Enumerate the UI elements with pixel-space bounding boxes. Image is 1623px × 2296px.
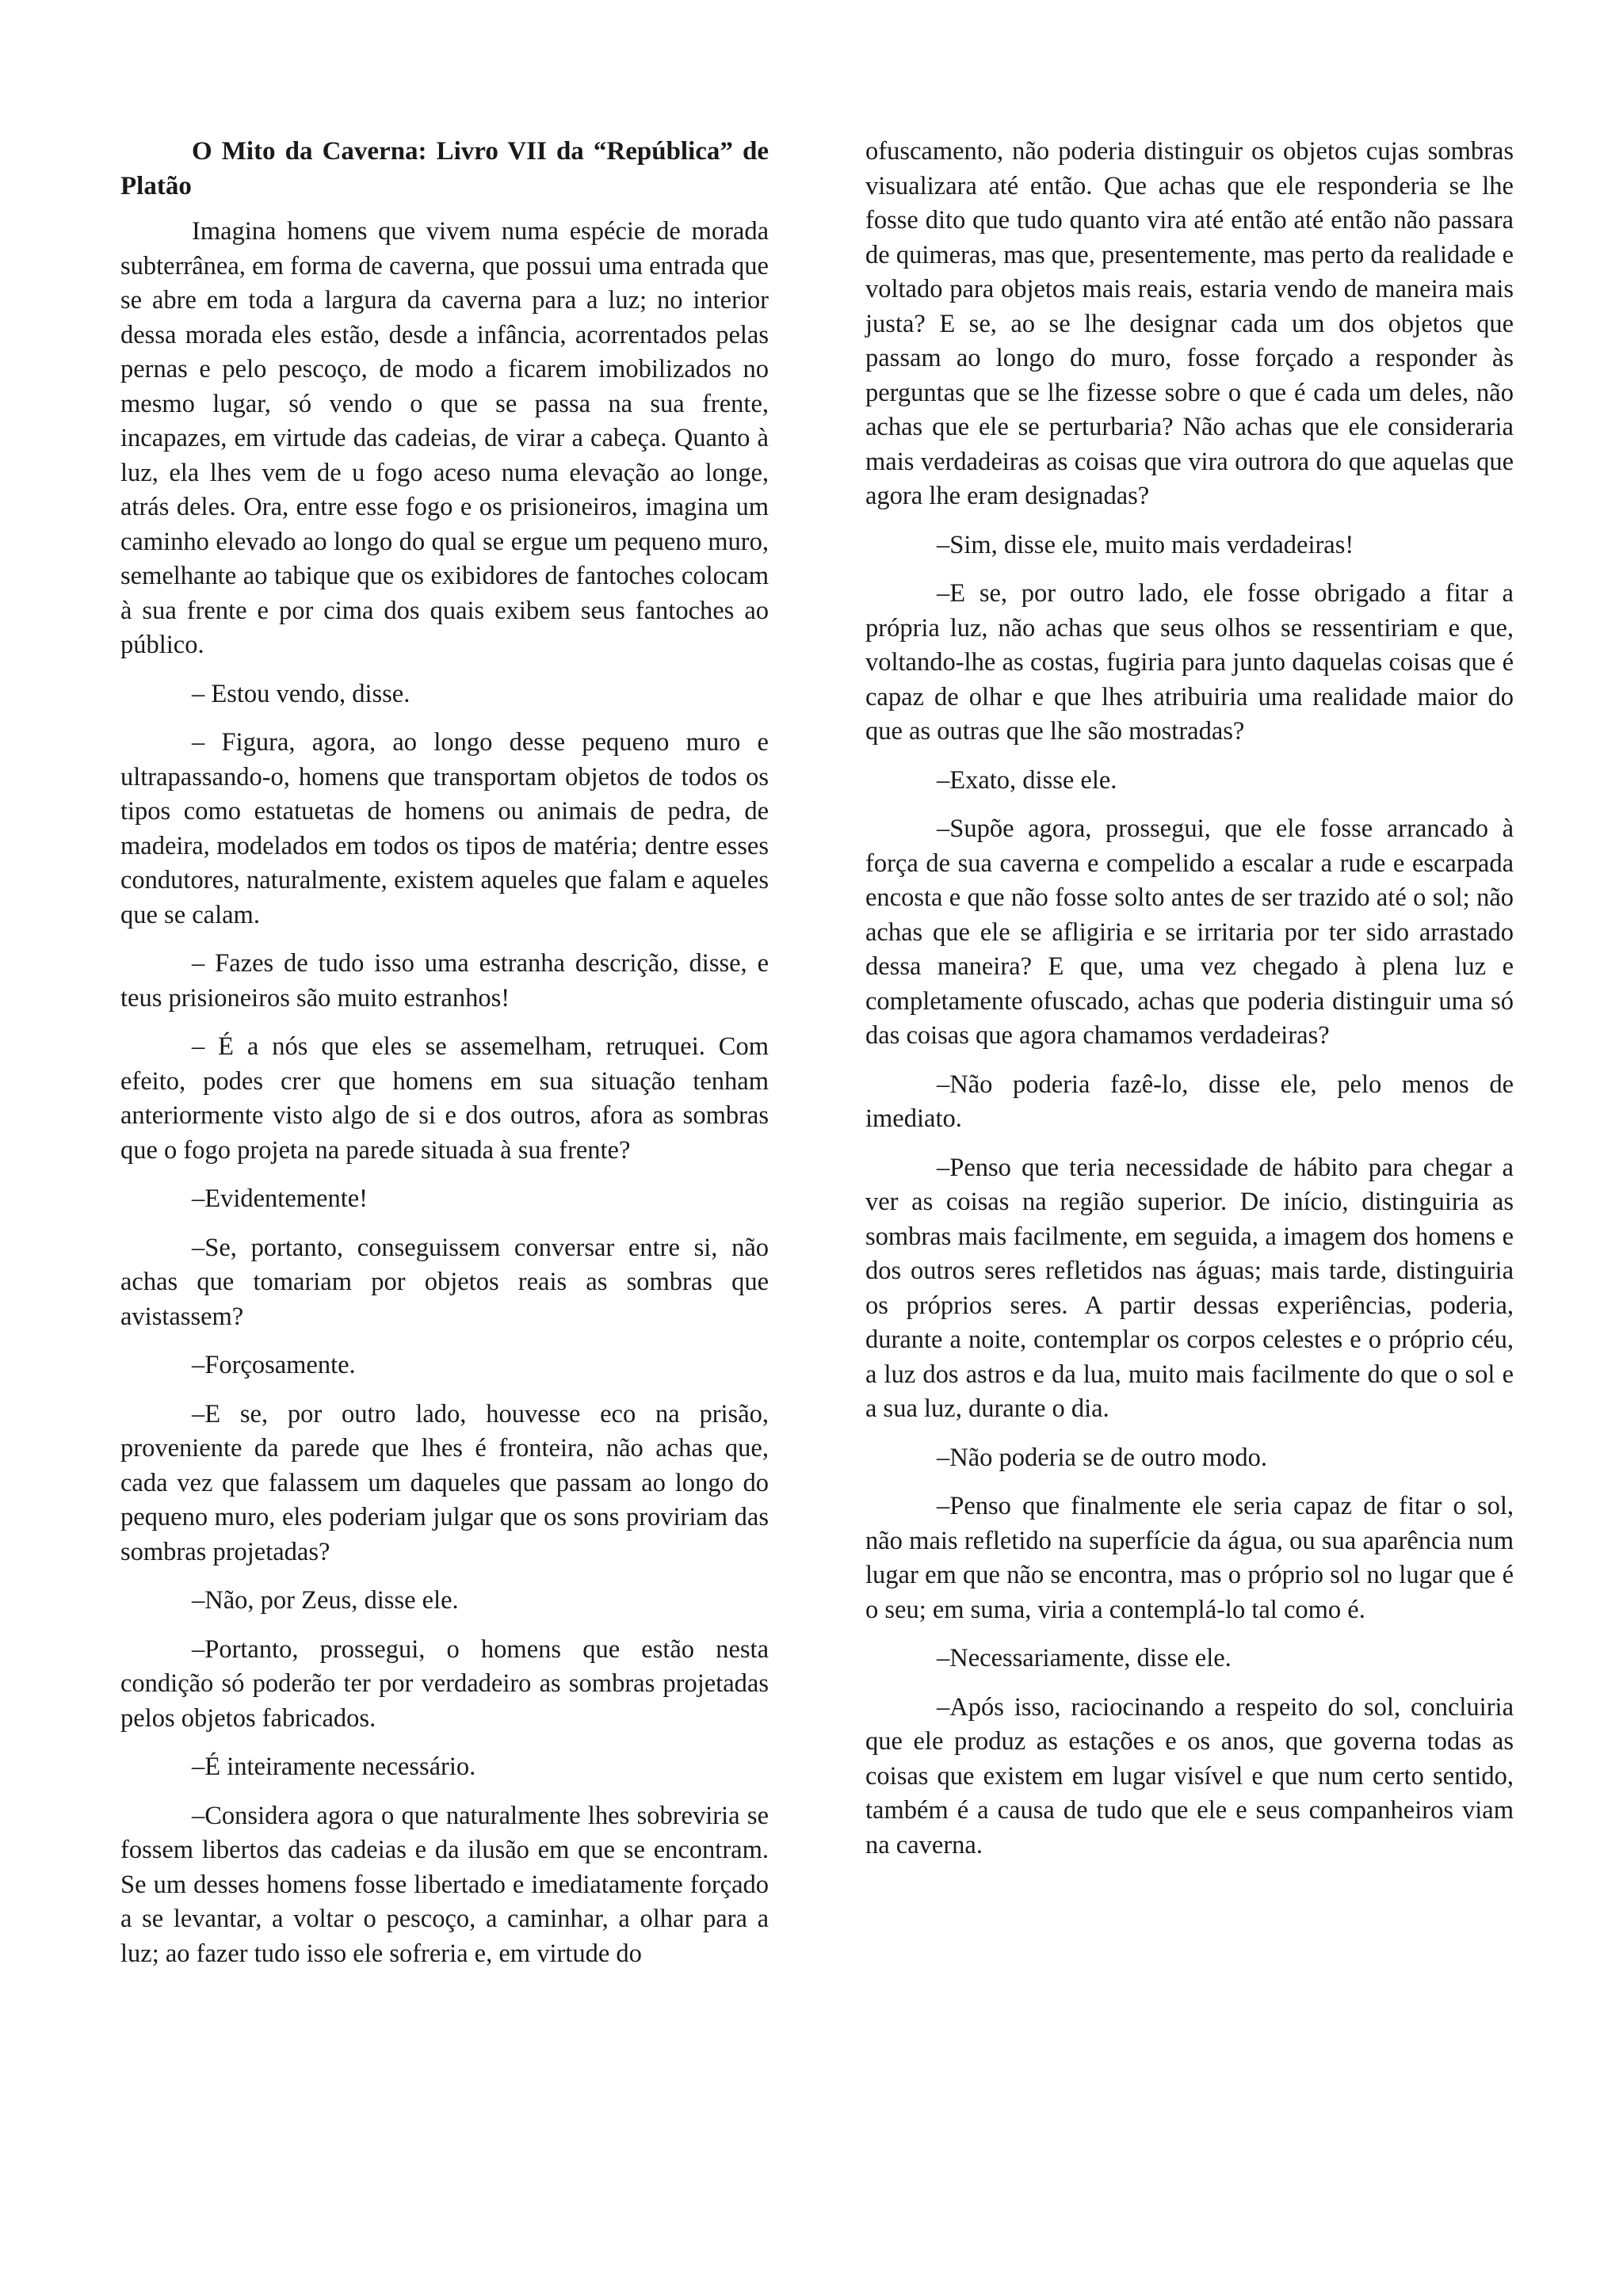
paragraph: – Figura, agora, ao longo desse pequeno muro e ultrapassando-o, homens que transportam objetos de todos os tipos como estatuetas de homens ou animais de pedra, de madeira, modelados em todos os tipos de matéria; dentre esses condutores, naturalmente, existem aqueles que falam e aqueles que se calam. [120,728,769,929]
paragraph: –Após isso, raciocinando a respeito do sol, concluiria que ele produz as estações e os anos, que governa todas as coisas que existem em lugar visível e que num certo sentido, também é a causa de tudo que ele e seus companheiros viam na caverna. [865,1692,1514,1859]
paragraph: –Evidentemente! [192,1184,368,1213]
paragraph: Imagina homens que vivem numa espécie de morada subterrânea, em forma de caverna, que possui uma entrada que se abre em toda a largura da caverna para a luz; no interior dessa morada eles estão, desde a infância, acorrentados pelas pernas e pelo pescoço, de modo a ficarem imobilizados no mesmo lugar, só vendo o que se passa na sua frente, incapazes, em virtude das cadeias, de virar a cabeça. Quanto à luz, ela lhes vem de u fogo aceso numa elevação ao longe, atrás deles. Ora, entre esse fogo e os prisioneiros, imagina um caminho elevado ao longo do qual se ergue um pequeno muro, semelhante ao tabique que os exibidores de fantoches colocam à sua frente e por cima dos quais exibem seus fantoches ao público. [120,217,769,659]
paragraph: –É inteiramente necessário. [192,1753,476,1781]
paragraph: –E se, por outro lado, houvesse eco na prisão, proveniente da parede que lhes é fronteira, não achas que, cada vez que falassem um daqueles que passam ao longo do pequeno muro, eles poderiam julgar que os sons proviriam das sombras projetadas? [120,1399,769,1566]
paragraph: – Fazes de tudo isso uma estranha descrição, disse, e teus prisioneiros são muito estranhos! [120,949,769,1013]
paragraph: –Penso que finalmente ele seria capaz de fitar o sol, não mais refletido na superfície da água, ou sua aparência num lugar em que não se encontra, mas o próprio sol no lugar que é o seu; em suma, viria a contemplá-lo tal como é. [865,1492,1514,1624]
paragraph: –Supõe agora, prossegui, que ele fosse arrancado à força de sua caverna e compelido a escalar a rude e escarpada encosta e que não fosse solto antes de ser trazido até o sol; não achas que ele se afligiria e se irritaria por ter sido arrastado dessa maneira? E que, uma vez chegado à plena luz e completamente ofuscado, achas que poderia distinguir uma só das coisas que agora chamamos verdadeiras? [865,814,1514,1050]
left-column [120,135,769,1985]
paragraph: –Não poderia fazê-lo, disse ele, pelo menos de imediato. [865,1070,1514,1133]
paragraph: –Portanto, prossegui, o homens que estão nesta condição só poderão ter por verdadeiro as sombras projetadas pelos objetos fabricados. [120,1634,769,1733]
paragraph: –Exato, disse ele. [937,765,1117,795]
paragraph: –Necessariamente, disse ele. [937,1644,1232,1672]
paragraph-continuation: ofuscamento, não poderia distinguir os objetos cujas sombras visualizara até então. Que achas que ele responderia se lhe fosse dito que tudo quanto vira até então até então não passara de quimeras, mas que, presentemente, mas perto da realidade e voltado para objetos mais reais, estaria vendo de maneira mais justa? E se, ao se lhe designar cada um dos objetos que passam ao longo do muro, fosse forçado a responder às perguntas que se lhe fizesse sobre o que é cada um deles, não achas que ele se perturbaria? Não achas que ele consideraria mais verdadeiras as coisas que vira outrora do que aquelas que agora lhe eram designadas? [865,137,1514,510]
paragraph: –E se, por outro lado, ele fosse obrigado a fitar a própria luz, não achas que seus olhos se ressentiriam e que, voltando-lhe as costas, fugiria para junto daquelas coisas que é capaz de olhar e que lhes atribuiria uma realidade maior do que as outras que lhe são mostradas? [865,579,1514,746]
paragraph: –Se, portanto, conseguissem conversar entre si, não achas que tomariam por objetos reais as sombras que avistassem? [120,1233,769,1331]
paragraph: –Forçosamente. [192,1351,356,1379]
paragraph: –Considera agora o que naturalmente lhes sobreviria se fossem libertos das cadeias e da ilusão em que se encontram. Se um desses homens fosse libertado e imediatamente forçado a se levantar, a voltar o pescoço, a caminhar, a olhar para a luz; ao fazer tudo isso ele sofreria e, em virtude do [120,1801,769,1968]
paragraph: –Sim, disse ele, muito mais verdadeiras! [937,530,1354,559]
paragraph: – Estou vendo, disse. [192,679,411,708]
document-title: O Mito da Caverna: Livro VII da “República” de Platão [120,137,769,200]
paragraph: –Penso que teria necessidade de hábito para chegar a ver as coisas na região superior. De início, distinguiria as sombras mais facilmente, em seguida, a imagem dos homens e dos outros seres refletidos nas águas; mais tarde, distinguiria os próprios seres. A partir dessas experiências, poderia, durante a noite, contemplar os corpos celestes e o próprio céu, a luz dos astros e da lua, muito mais facilmente do que o sol e a sua luz, durante o dia. [865,1153,1514,1423]
paragraph: –Não poderia se de outro modo. [937,1443,1267,1472]
right-column [865,135,1514,1877]
paragraph: –Não, por Zeus, disse ele. [192,1586,459,1615]
paragraph: – É a nós que eles se assemelham, retruquei. Com efeito, podes crer que homens em sua situação tenham anteriormente visto algo de si e dos outros, afora as sombras que o fogo projeta na parede situada à sua frente? [120,1032,769,1165]
